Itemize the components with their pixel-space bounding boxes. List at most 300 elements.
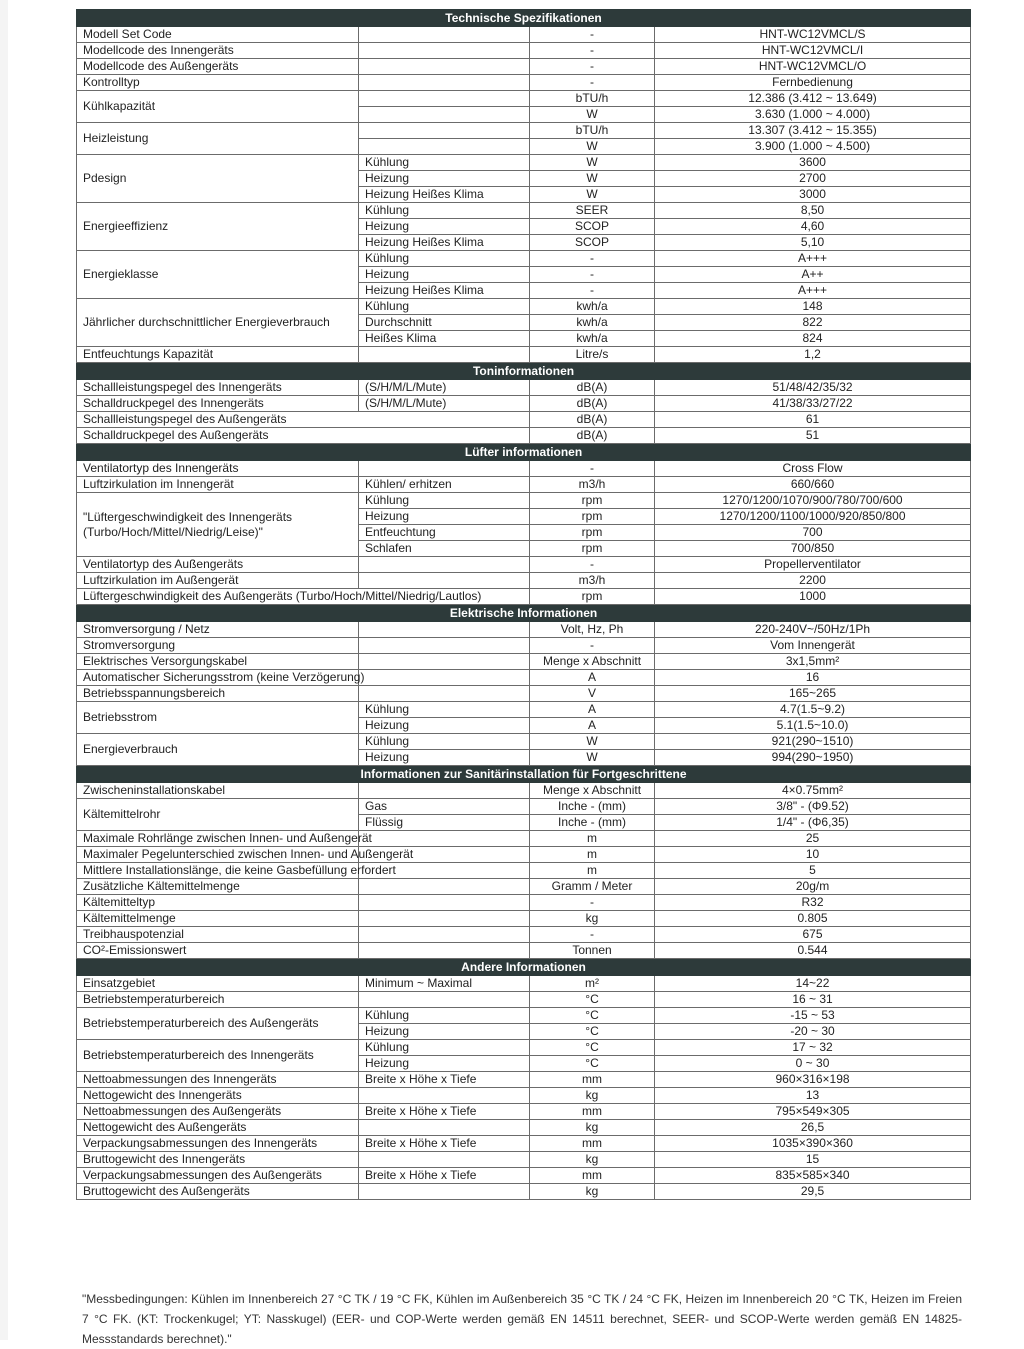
page-edge [0, 0, 8, 1340]
row-value: 700 [655, 525, 971, 541]
row-sub-label: Kühlung [359, 155, 530, 171]
row-label: Automatischer Sicherungsstrom (keine Verzögerung) [77, 670, 359, 686]
table-row [77, 75, 971, 91]
row-value: 3600 [655, 155, 971, 171]
table-row [77, 1184, 971, 1200]
row-value: 2700 [655, 171, 971, 187]
row-sub-label: Heizung Heißes Klima [359, 283, 530, 299]
row-label: Betriebsstrom [77, 702, 359, 734]
row-label: Betriebstemperaturbereich [77, 992, 359, 1008]
row-unit: - [530, 251, 655, 267]
section-header [77, 605, 971, 622]
row-unit: W [530, 734, 655, 750]
row-unit: kwh/a [530, 331, 655, 347]
section-header [77, 766, 971, 783]
row-unit: kg [530, 1120, 655, 1136]
row-unit: Litre/s [530, 347, 655, 363]
row-sub-label: Heizung [359, 1056, 530, 1072]
row-unit: W [530, 187, 655, 203]
row-value: 61 [655, 412, 971, 428]
table-row [77, 1040, 971, 1056]
row-unit: Menge x Abschnitt [530, 654, 655, 670]
row-value: 1270/1200/1100/1000/920/850/800 [655, 509, 971, 525]
row-value: 4.7(1.5~9.2) [655, 702, 971, 718]
row-value: HNT-WC12VMCL/I [655, 43, 971, 59]
row-sub-label: Heizung [359, 750, 530, 766]
table-row [77, 911, 971, 927]
row-value: HNT-WC12VMCL/S [655, 27, 971, 43]
row-unit: m3/h [530, 573, 655, 589]
row-unit: dB(A) [530, 380, 655, 396]
row-sub-label [359, 670, 530, 686]
row-label: Schallleistungspegel des Innengeräts [77, 380, 359, 396]
row-label: Energieklasse [77, 251, 359, 299]
row-label: Lüftergeschwindigkeit des Außengeräts (Turbo/Hoch/Mittel/Niedrig/Lautlos) [77, 589, 530, 605]
row-unit: m² [530, 976, 655, 992]
row-unit: Inche - (mm) [530, 815, 655, 831]
table-row [77, 91, 971, 107]
row-sub-label: (S/H/M/L/Mute) [359, 380, 530, 396]
row-sub-label: Heizung Heißes Klima [359, 187, 530, 203]
row-unit: °C [530, 992, 655, 1008]
table-row [77, 461, 971, 477]
row-sub-label [359, 1184, 530, 1200]
row-label: Entfeuchtungs Kapazität [77, 347, 359, 363]
row-label: Energieeffizienz [77, 203, 359, 251]
row-sub-label: Heizung [359, 509, 530, 525]
row-label: Einsatzgebiet [77, 976, 359, 992]
row-label: Energieverbrauch [77, 734, 359, 766]
row-unit: rpm [530, 525, 655, 541]
table-row [77, 622, 971, 638]
row-label: Nettogewicht des Außengeräts [77, 1120, 359, 1136]
row-value: 148 [655, 299, 971, 315]
row-sub-label [359, 557, 530, 573]
section-title: Toninformationen [77, 363, 971, 380]
row-sub-label [359, 107, 530, 123]
row-label: Nettogewicht des Innengeräts [77, 1088, 359, 1104]
row-label: "Lüftergeschwindigkeit des Innengeräts (Turbo/Hoch/Mittel/Niedrig/Leise)" [77, 493, 359, 557]
row-sub-label [359, 686, 530, 702]
row-sub-label: Kühlung [359, 493, 530, 509]
row-label: Modellcode des Außengeräts [77, 59, 359, 75]
row-unit: °C [530, 1040, 655, 1056]
table-row [77, 831, 971, 847]
row-unit: kwh/a [530, 299, 655, 315]
row-label: Schalldruckpegel des Innengeräts [77, 396, 359, 412]
table-row [77, 863, 971, 879]
table-row [77, 1088, 971, 1104]
row-value: Cross Flow [655, 461, 971, 477]
row-unit: °C [530, 1008, 655, 1024]
row-sub-label: Kühlung [359, 203, 530, 219]
row-unit: m [530, 831, 655, 847]
table-row [77, 1104, 971, 1120]
row-value: 3000 [655, 187, 971, 203]
row-label: Betriebstemperaturbereich des Außengeräts [77, 1008, 359, 1040]
row-unit: mm [530, 1072, 655, 1088]
row-value: 660/660 [655, 477, 971, 493]
row-value: 5.1(1.5~10.0) [655, 718, 971, 734]
row-label: Bruttogewicht des Außengeräts [77, 1184, 359, 1200]
row-label: Schalldruckpegel des Außengeräts [77, 428, 530, 444]
row-value: Propellerventilator [655, 557, 971, 573]
table-row [77, 1152, 971, 1168]
row-sub-label: Minimum ~ Maximal [359, 976, 530, 992]
row-value: 0.544 [655, 943, 971, 959]
row-value: A++ [655, 267, 971, 283]
row-unit: mm [530, 1104, 655, 1120]
row-value: 5 [655, 863, 971, 879]
row-sub-label: Kühlung [359, 251, 530, 267]
row-value: 675 [655, 927, 971, 943]
row-label: Maximaler Pegelunterschied zwischen Innen- und Außengerät [77, 847, 359, 863]
row-sub-label: Entfeuchtung [359, 525, 530, 541]
row-unit: SCOP [530, 235, 655, 251]
row-unit: W [530, 107, 655, 123]
row-sub-label [359, 139, 530, 155]
row-unit: bTU/h [530, 123, 655, 139]
row-value: 20g/m [655, 879, 971, 895]
row-label: Luftzirkulation im Außengerät [77, 573, 359, 589]
section-title: Andere Informationen [77, 959, 971, 976]
row-sub-label [359, 27, 530, 43]
row-sub-label [359, 638, 530, 654]
row-sub-label: Heizung [359, 219, 530, 235]
row-value: 1/4" - (Φ6,35) [655, 815, 971, 831]
row-unit: - [530, 927, 655, 943]
row-value: 0 ~ 30 [655, 1056, 971, 1072]
row-sub-label: Kühlung [359, 734, 530, 750]
row-value: 1000 [655, 589, 971, 605]
table-row [77, 847, 971, 863]
row-value: 1270/1200/1070/900/780/700/600 [655, 493, 971, 509]
row-unit: dB(A) [530, 412, 655, 428]
row-sub-label: Schlafen [359, 541, 530, 557]
row-unit: V [530, 686, 655, 702]
row-value: Vom Innengerät [655, 638, 971, 654]
row-unit: SCOP [530, 219, 655, 235]
row-value: 822 [655, 315, 971, 331]
row-value: 15 [655, 1152, 971, 1168]
row-label: Zwischeninstallationskabel [77, 783, 359, 799]
row-label: Elektrisches Versorgungskabel [77, 654, 359, 670]
row-sub-label: Heizung [359, 267, 530, 283]
row-label: Betriebstemperaturbereich des Innengeräts [77, 1040, 359, 1072]
row-label: Treibhauspotenzial [77, 927, 359, 943]
row-value: Fernbedienung [655, 75, 971, 91]
row-unit: mm [530, 1168, 655, 1184]
table-row [77, 380, 971, 396]
table-row [77, 943, 971, 959]
row-sub-label [359, 461, 530, 477]
row-sub-label [359, 1152, 530, 1168]
row-value: 1,2 [655, 347, 971, 363]
row-unit: W [530, 155, 655, 171]
table-row [77, 428, 971, 444]
row-label: Kältemittelrohr [77, 799, 359, 831]
measurement-footnote: "Messbedingungen: Kühlen im Innenbereich 27 °C TK / 19 °C FK, Kühlen im Außenbereich 35 °C TK / 24 °C FK, Heizen im Innenbereich 20 °C TK, Heizen im Freien 7 °C FK. (KT: Trockenkugel; YT: Nasskugel) (EER- und COP-Werte werden gemäß EN 14511 berechnet, SEER- und SCOP-Werte werden gemäß EN 14825-Messstandards berechnet)." [82, 1292, 962, 1346]
row-sub-label [359, 911, 530, 927]
row-sub-label [359, 992, 530, 1008]
table-row [77, 477, 971, 493]
row-value: 2200 [655, 573, 971, 589]
section-header [77, 10, 971, 27]
section-header [77, 363, 971, 380]
row-unit: - [530, 895, 655, 911]
row-sub-label: Heißes Klima [359, 331, 530, 347]
row-unit: - [530, 27, 655, 43]
row-sub-label: Heizung [359, 1024, 530, 1040]
row-value: 3.900 (1.000 ~ 4.500) [655, 139, 971, 155]
row-value: 795×549×305 [655, 1104, 971, 1120]
section-header [77, 444, 971, 461]
row-sub-label [359, 783, 530, 799]
row-value: A+++ [655, 251, 971, 267]
table-row [77, 123, 971, 139]
row-unit: A [530, 670, 655, 686]
row-value: 8,50 [655, 203, 971, 219]
row-unit: kg [530, 1088, 655, 1104]
table-row [77, 589, 971, 605]
table-row [77, 299, 971, 315]
row-sub-label [359, 654, 530, 670]
table-row [77, 992, 971, 1008]
row-value: 29,5 [655, 1184, 971, 1200]
row-value: 51 [655, 428, 971, 444]
row-unit: Tonnen [530, 943, 655, 959]
row-label: Kontrolltyp [77, 75, 359, 91]
row-unit: Volt, Hz, Ph [530, 622, 655, 638]
row-sub-label [359, 927, 530, 943]
row-value: 4×0.75mm² [655, 783, 971, 799]
row-unit: - [530, 43, 655, 59]
row-sub-label: Flüssig [359, 815, 530, 831]
table-row [77, 734, 971, 750]
row-value: 13.307 (3.412 ~ 15.355) [655, 123, 971, 139]
row-value: 12.386 (3.412 ~ 13.649) [655, 91, 971, 107]
row-unit: - [530, 59, 655, 75]
section-title: Technische Spezifikationen [77, 10, 971, 27]
row-sub-label [359, 43, 530, 59]
table-row [77, 493, 971, 509]
row-unit: m [530, 863, 655, 879]
row-unit: rpm [530, 589, 655, 605]
row-unit: rpm [530, 541, 655, 557]
table-row [77, 686, 971, 702]
row-sub-label: Heizung Heißes Klima [359, 235, 530, 251]
row-unit: °C [530, 1024, 655, 1040]
table-row [77, 783, 971, 799]
row-value: 3/8" - (Φ9.52) [655, 799, 971, 815]
row-value: 835×585×340 [655, 1168, 971, 1184]
row-sub-label: Kühlen/ erhitzen [359, 477, 530, 493]
table-row [77, 1072, 971, 1088]
row-sub-label: Breite x Höhe x Tiefe [359, 1168, 530, 1184]
spec-table [76, 9, 971, 1200]
row-value: 0.805 [655, 911, 971, 927]
table-row [77, 59, 971, 75]
row-unit: rpm [530, 509, 655, 525]
table-row [77, 702, 971, 718]
row-unit: kg [530, 1152, 655, 1168]
row-label: Nettoabmessungen des Innengeräts [77, 1072, 359, 1088]
table-row [77, 203, 971, 219]
row-value: 17 ~ 32 [655, 1040, 971, 1056]
row-value: 824 [655, 331, 971, 347]
row-value: 994(290~1950) [655, 750, 971, 766]
row-unit: bTU/h [530, 91, 655, 107]
section-title: Informationen zur Sanitärinstallation für Fortgeschrittene [77, 766, 971, 783]
row-label: Jährlicher durchschnittlicher Energieverbrauch [77, 299, 359, 347]
row-unit: Gramm / Meter [530, 879, 655, 895]
row-value: 921(290~1510) [655, 734, 971, 750]
row-unit: dB(A) [530, 396, 655, 412]
row-sub-label [359, 59, 530, 75]
row-label: Kühlkapazität [77, 91, 359, 123]
table-row [77, 251, 971, 267]
table-row [77, 895, 971, 911]
row-unit: - [530, 557, 655, 573]
row-unit: Menge x Abschnitt [530, 783, 655, 799]
section-header [77, 959, 971, 976]
row-value: 3.630 (1.000 ~ 4.000) [655, 107, 971, 123]
row-value: 14~22 [655, 976, 971, 992]
row-value: 220-240V~/50Hz/1Ph [655, 622, 971, 638]
row-sub-label: Heizung [359, 718, 530, 734]
row-sub-label: Durchschnitt [359, 315, 530, 331]
row-label: Heizleistung [77, 123, 359, 155]
row-unit: SEER [530, 203, 655, 219]
row-unit: m [530, 847, 655, 863]
row-sub-label [359, 123, 530, 139]
row-unit: - [530, 283, 655, 299]
row-sub-label: Kühlung [359, 1040, 530, 1056]
row-label: Modell Set Code [77, 27, 359, 43]
row-label: Verpackungsabmessungen des Innengeräts [77, 1136, 359, 1152]
row-label: Stromversorgung [77, 638, 359, 654]
row-label: Kältemitteltyp [77, 895, 359, 911]
row-unit: A [530, 702, 655, 718]
table-row [77, 1120, 971, 1136]
row-label: Luftzirkulation im Innengerät [77, 477, 359, 493]
spec-sheet [76, 9, 970, 1200]
row-sub-label [359, 573, 530, 589]
table-row [77, 976, 971, 992]
row-value: 10 [655, 847, 971, 863]
row-sub-label: Gas [359, 799, 530, 815]
row-value: 700/850 [655, 541, 971, 557]
row-value: 26,5 [655, 1120, 971, 1136]
row-sub-label: (S/H/M/L/Mute) [359, 396, 530, 412]
table-row [77, 670, 971, 686]
row-sub-label [359, 943, 530, 959]
row-sub-label [359, 347, 530, 363]
table-row [77, 654, 971, 670]
row-sub-label [359, 1088, 530, 1104]
row-label: Verpackungsabmessungen des Außengeräts [77, 1168, 359, 1184]
row-unit: kwh/a [530, 315, 655, 331]
row-unit: W [530, 750, 655, 766]
row-value: 3x1,5mm² [655, 654, 971, 670]
row-value: A+++ [655, 283, 971, 299]
row-sub-label [359, 1120, 530, 1136]
row-unit: °C [530, 1056, 655, 1072]
row-unit: m3/h [530, 477, 655, 493]
row-label: Schallleistungspegel des Außengeräts [77, 412, 530, 428]
row-sub-label [359, 879, 530, 895]
row-value: -20 ~ 30 [655, 1024, 971, 1040]
row-label: Mittlere Installationslänge, die keine Gasbefüllung erfordert [77, 863, 359, 879]
row-unit: rpm [530, 493, 655, 509]
row-label: Nettoabmessungen des Außengeräts [77, 1104, 359, 1120]
row-sub-label: Kühlung [359, 702, 530, 718]
row-unit: W [530, 139, 655, 155]
row-value: 4,60 [655, 219, 971, 235]
table-row [77, 43, 971, 59]
table-row [77, 638, 971, 654]
row-unit: - [530, 638, 655, 654]
section-title: Elektrische Informationen [77, 605, 971, 622]
row-unit: - [530, 461, 655, 477]
table-row [77, 1008, 971, 1024]
row-sub-label: Kühlung [359, 1008, 530, 1024]
row-value: HNT-WC12VMCL/O [655, 59, 971, 75]
row-value: 25 [655, 831, 971, 847]
row-label: Kältemittelmenge [77, 911, 359, 927]
section-title: Lüfter informationen [77, 444, 971, 461]
row-sub-label: Heizung [359, 171, 530, 187]
table-row [77, 879, 971, 895]
row-sub-label: Breite x Höhe x Tiefe [359, 1104, 530, 1120]
row-label: Maximale Rohrlänge zwischen Innen- und Außengerät [77, 831, 359, 847]
row-label: Zusätzliche Kältemittelmenge [77, 879, 359, 895]
row-value: 16 [655, 670, 971, 686]
row-unit: W [530, 171, 655, 187]
row-unit: mm [530, 1136, 655, 1152]
row-value: 41/38/33/27/22 [655, 396, 971, 412]
row-sub-label: Kühlung [359, 299, 530, 315]
row-sub-label [359, 895, 530, 911]
row-value: 16 ~ 31 [655, 992, 971, 1008]
row-label: CO²-Emissionswert [77, 943, 359, 959]
row-unit: - [530, 267, 655, 283]
table-row [77, 557, 971, 573]
row-value: 1035×390×360 [655, 1136, 971, 1152]
row-label: Modellcode des Innengeräts [77, 43, 359, 59]
table-row [77, 155, 971, 171]
row-label: Stromversorgung / Netz [77, 622, 359, 638]
row-value: 51/48/42/35/32 [655, 380, 971, 396]
row-sub-label [359, 831, 530, 847]
row-sub-label [359, 622, 530, 638]
row-label: Pdesign [77, 155, 359, 203]
table-row [77, 799, 971, 815]
table-row [77, 27, 971, 43]
row-label: Ventilatortyp des Außengeräts [77, 557, 359, 573]
row-label: Betriebsspannungsbereich [77, 686, 359, 702]
row-label: Bruttogewicht des Innengeräts [77, 1152, 359, 1168]
row-unit: Inche - (mm) [530, 799, 655, 815]
table-row [77, 1168, 971, 1184]
row-value: 960×316×198 [655, 1072, 971, 1088]
table-row [77, 412, 971, 428]
row-unit: kg [530, 1184, 655, 1200]
row-value: -15 ~ 53 [655, 1008, 971, 1024]
row-value: 5,10 [655, 235, 971, 251]
row-unit: kg [530, 911, 655, 927]
table-row [77, 573, 971, 589]
